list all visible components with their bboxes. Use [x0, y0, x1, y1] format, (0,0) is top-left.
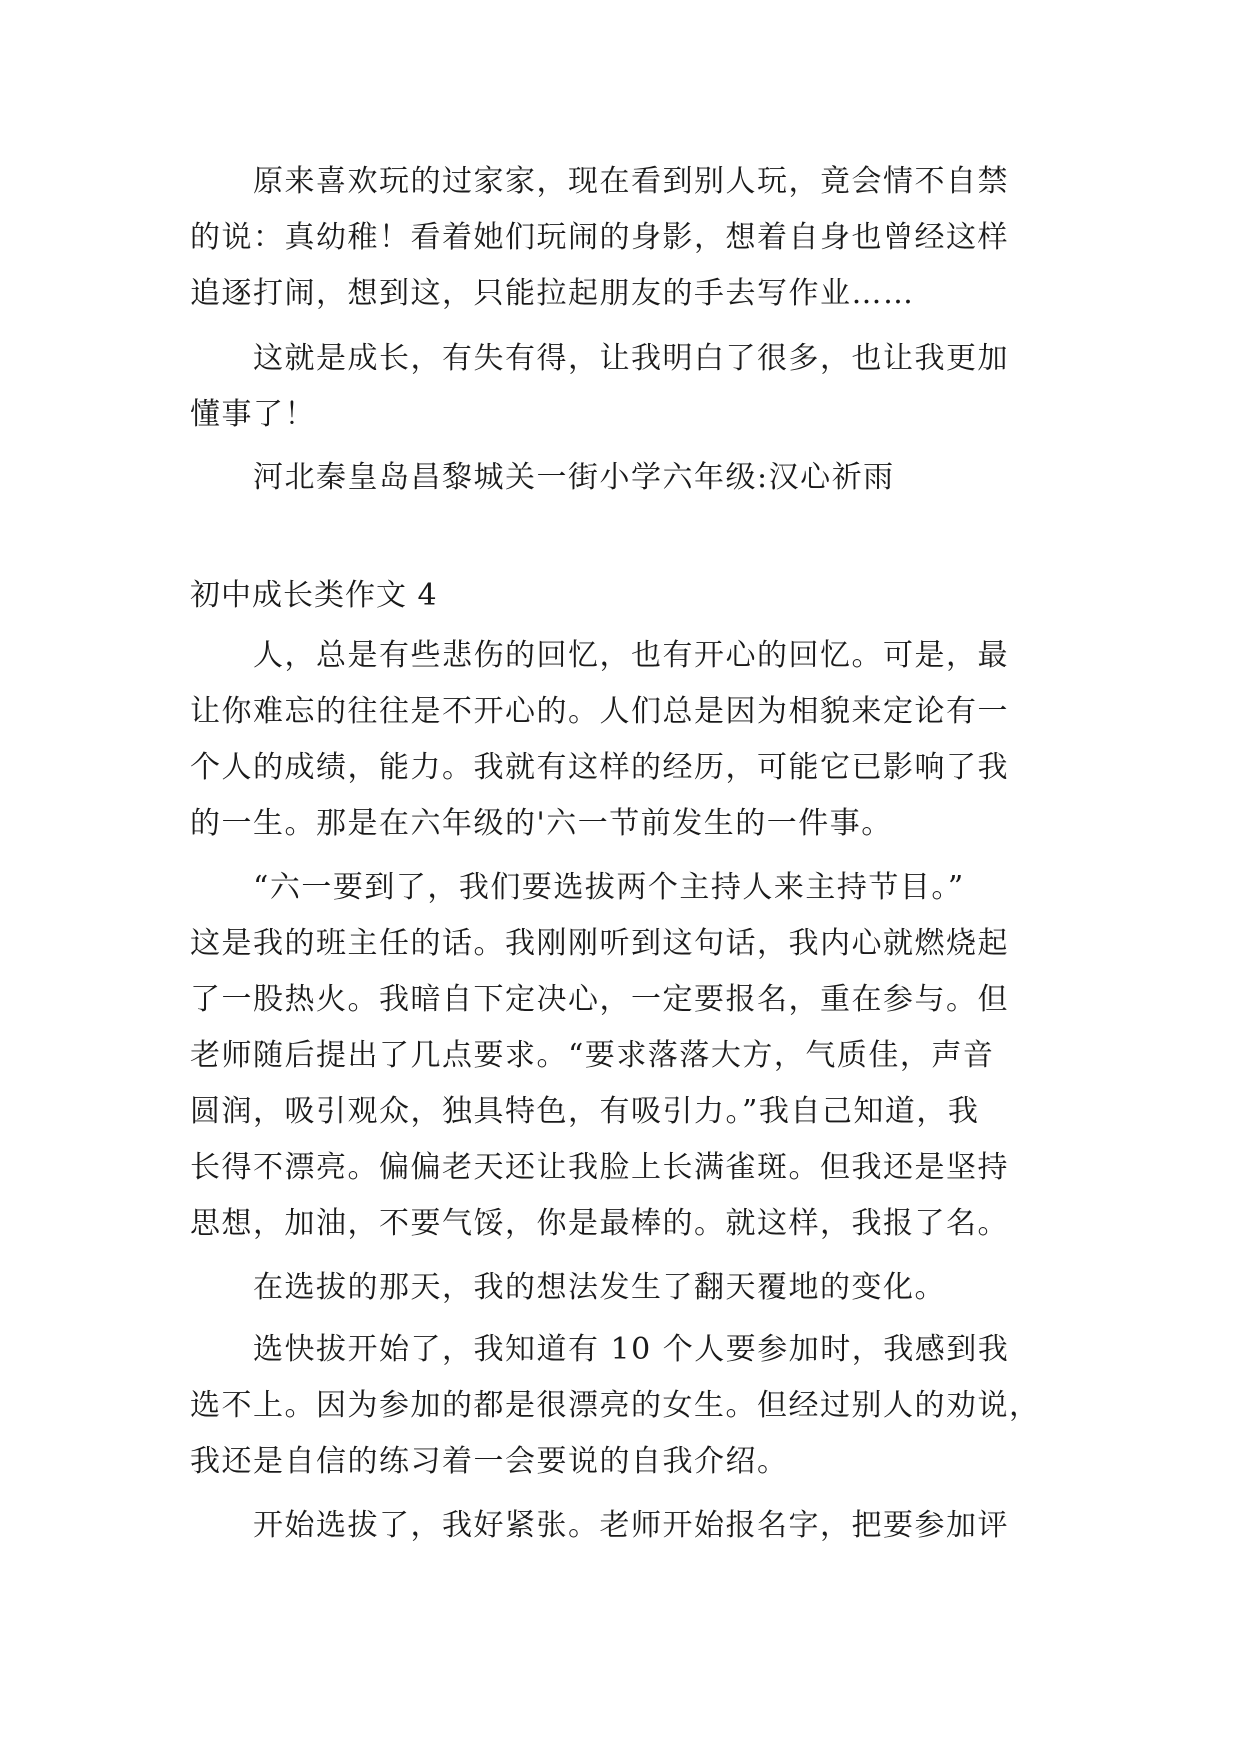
paragraph-line: 我还是自信的练习着一会要说的自我介绍。 — [190, 1444, 789, 1479]
paragraph-line: 的一生。那是在六年级的'六一节前发生的一件事。 — [190, 806, 893, 841]
paragraph-line: 了一股热火。我暗自下定决心，一定要报名，重在参与。但 — [190, 982, 1009, 1017]
paragraph-line: 在选拔的那天，我的想法发生了翻天覆地的变化。 — [190, 1270, 946, 1305]
paragraph-line: 原来喜欢玩的过家家，现在看到别人玩，竟会情不自禁 — [190, 164, 1009, 199]
paragraph-line: 个人的成绩，能力。我就有这样的经历，可能它已影响了我 — [190, 750, 1009, 785]
paragraph-line: 选快拔开始了，我知道有 10 个人要参加时，我感到我 — [190, 1332, 1010, 1367]
paragraph-line: 这是我的班主任的话。我刚刚听到这句话，我内心就燃烧起 — [190, 926, 1009, 961]
paragraph-line: 的说：真幼稚！看着她们玩闹的身影，想着自身也曾经这样 — [190, 220, 1009, 255]
paragraph-line: 开始选拔了，我好紧张。老师开始报名字，把要参加评 — [190, 1508, 1009, 1543]
paragraph-line: 让你难忘的往往是不开心的。人们总是因为相貌来定论有一 — [190, 694, 1009, 729]
paragraph-line: 这就是成长，有失有得，让我明白了很多，也让我更加 — [190, 341, 1009, 376]
paragraph-line: 人，总是有些悲伤的回忆，也有开心的回忆。可是，最 — [190, 638, 1009, 673]
paragraph-line: 选不上。因为参加的都是很漂亮的女生。但经过别人的劝说， — [190, 1388, 1041, 1423]
paragraph-line: “六一要到了，我们要选拔两个主持人来主持节目。” — [190, 870, 965, 905]
paragraph-line: 思想，加油，不要气馁，你是最棒的。就这样，我报了名。 — [190, 1206, 1009, 1241]
paragraph-line: 圆润，吸引观众，独具特色，有吸引力。”我自己知道，我 — [190, 1094, 980, 1129]
paragraph-line: 追逐打闹，想到这，只能拉起朋友的手去写作业…… — [190, 276, 915, 311]
section-title: 初中成长类作文 4 — [190, 578, 438, 613]
paragraph-line: 懂事了！ — [190, 397, 316, 432]
paragraph-line: 长得不漂亮。偏偏老天还让我脸上长满雀斑。但我还是坚持 — [190, 1150, 1009, 1185]
author-line: 河北秦皇岛昌黎城关一街小学六年级:汉心祈雨 — [190, 460, 895, 495]
paragraph-line: 老师随后提出了几点要求。“要求落落大方，气质佳，声音 — [190, 1038, 995, 1073]
